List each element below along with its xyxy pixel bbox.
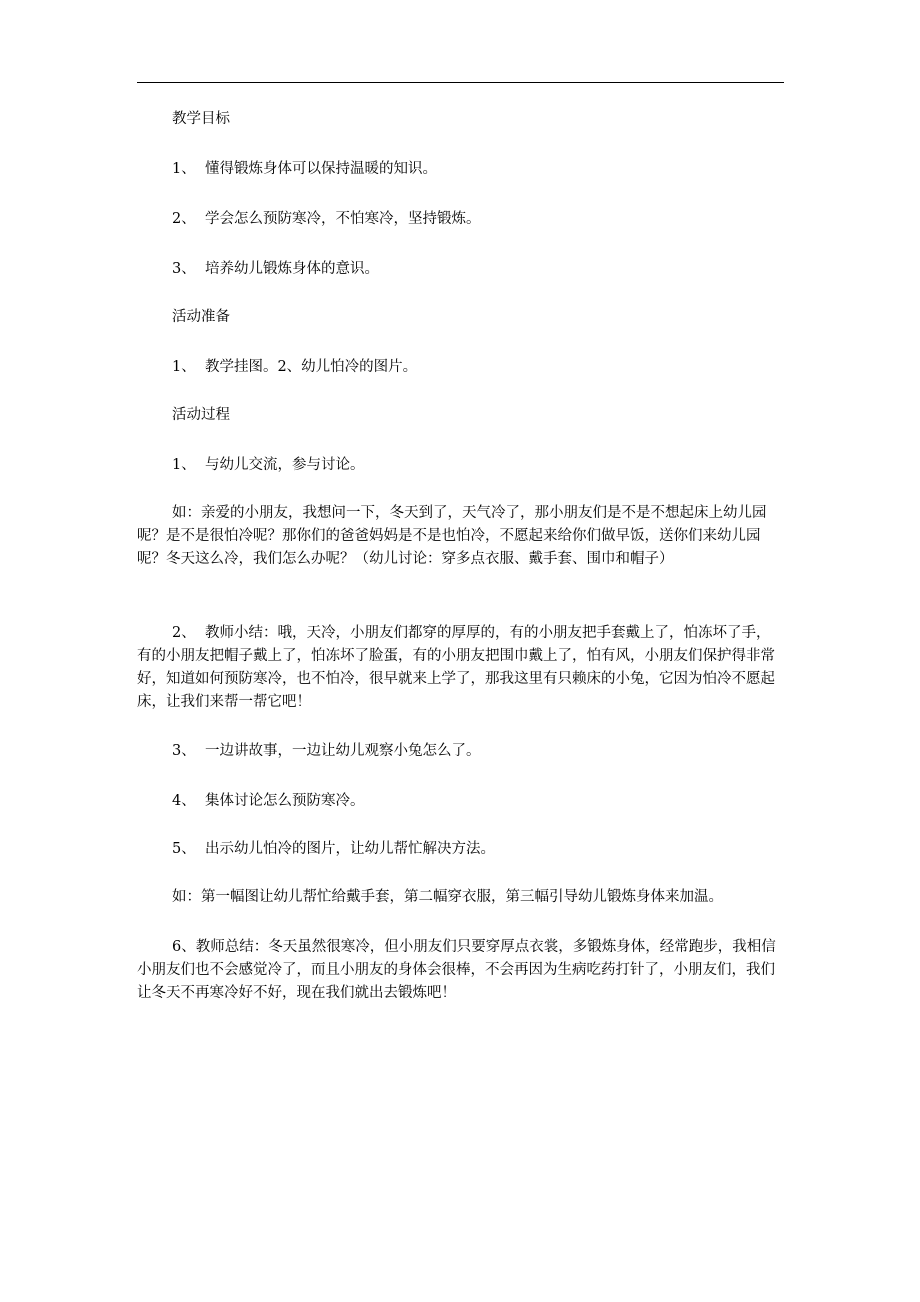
process-item-3: 3、 一边讲故事，一边让幼儿观察小兔怎么了。 bbox=[172, 743, 481, 759]
header-rule bbox=[137, 82, 784, 83]
heading-activity-preparation: 活动准备 bbox=[172, 309, 230, 325]
process-item-6-conclusion: 6、教师总结：冬天虽然很寒冷，但小朋友们只要穿厚点衣裳，多锻炼身体，经常跑步，我相信小朋友们也不会感觉冷了，而且小朋友的身体会很棒，不会再因为生病吃药打针了，小朋友们，我们让冬天不再寒冷好不好，现在我们就出去锻炼吧！ bbox=[137, 939, 776, 1001]
goal-item-1: 1、 懂得锻炼身体可以保持温暖的知识。 bbox=[172, 161, 437, 177]
heading-teaching-goals: 教学目标 bbox=[172, 111, 230, 127]
goal-item-2: 2、 学会怎么预防寒冷，不怕寒冷，坚持锻炼。 bbox=[172, 211, 481, 227]
process-item-1: 1、 与幼儿交流，参与讨论。 bbox=[172, 457, 365, 473]
process-example-pictures: 如：第一幅图让幼儿帮忙给戴手套，第二幅穿衣服，第三幅引导幼儿锻炼身体来加温。 bbox=[172, 889, 723, 905]
preparation-item: 1、 教学挂图。2、幼儿怕冷的图片。 bbox=[172, 359, 418, 375]
process-item-2-summary: 2、 教师小结：哦，天冷，小朋友们都穿的厚厚的，有的小朋友把手套戴上了，怕冻坏了手，有的小朋友把帽子戴上了，怕冻坏了脸蛋，有的小朋友把围巾戴上了，怕有风，小朋友们保护得非常好，知道如何预防寒冷，也不怕冷，很早就来上学了，那我这里有只赖床的小兔，它因为怕冷不愿起床，让我们来帮一帮它吧！ bbox=[137, 625, 775, 710]
goal-item-3: 3、 培养幼儿锻炼身体的意识。 bbox=[172, 261, 379, 277]
process-item-4: 4、 集体讨论怎么预防寒冷。 bbox=[172, 793, 365, 809]
process-item-5: 5、 出示幼儿怕冷的图片，让幼儿帮忙解决方法。 bbox=[172, 841, 495, 857]
process-example-paragraph: 如：亲爱的小朋友，我想问一下，冬天到了，天气冷了，那小朋友们是不是不想起床上幼儿园呢？是不是很怕冷呢？那你们的爸爸妈妈是不是也怕冷，不愿起来给你们做早饭，送你们来幼儿园呢？冬天这么冷，我们怎么办呢？（幼儿讨论：穿多点衣服、戴手套、围巾和帽子） bbox=[137, 505, 767, 567]
heading-activity-process: 活动过程 bbox=[172, 407, 230, 423]
